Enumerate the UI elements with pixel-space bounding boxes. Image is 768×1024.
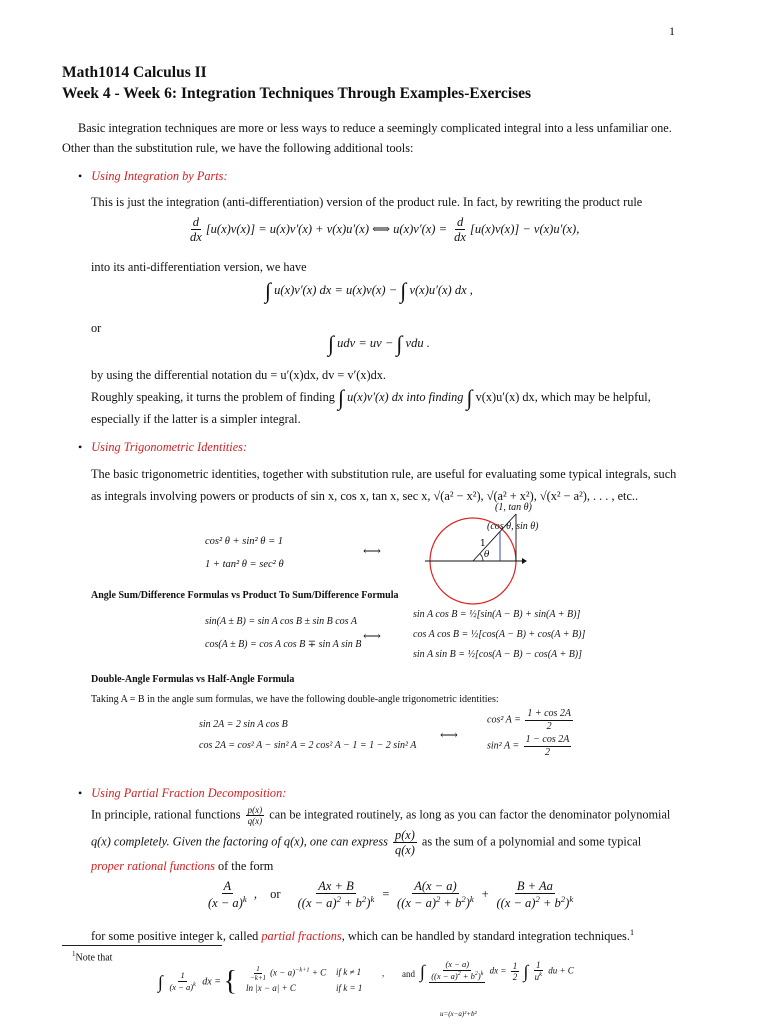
pfd-line-1a: In principle, rational functions [91, 807, 241, 822]
angle-sum-formula-cos: cos(A ± B) = cos A cos B ∓ sin A sin B [205, 639, 362, 650]
footnote-case-1-condition: if k ≠ 1 [336, 967, 362, 977]
parts-line-2: into its anti-differentiation version, we have [91, 260, 307, 274]
half-angle-cos [487, 708, 575, 732]
pythagorean-identity-2: 1 + tan² θ = sec² θ [205, 559, 284, 570]
footnote-comma: , [382, 968, 385, 978]
footnote-case-2-condition: if k = 1 [336, 983, 363, 993]
footnote-intro [72, 950, 112, 963]
partial-fraction-forms: $\frac{A}{(x - a)^k}$ , or $\frac{Ax + B}{((x - a)^2 + b^2)^k}$ = $\frac{A(x - a)}{((x - a)^2 + b^2)^k}$ + $\frac{B + Aa}{((x - a)^2 + b^2)^k}$ [208, 879, 574, 911]
equivalence-arrow: ⟷ [363, 544, 381, 558]
parts-or: or [91, 321, 102, 335]
equivalence-arrow: ⟷ [440, 728, 458, 742]
footnote-case-1: $\frac{1}{-k+1}$ $(x - a)^{-k+1} + C$ [250, 965, 327, 983]
parts-line-4 [91, 387, 651, 409]
half-angle-cos-lhs: cos² A = [487, 714, 521, 726]
pfd-line-4a: for some positive integer k, called [91, 929, 262, 944]
course-title: Math1014 Calculus II [62, 64, 207, 81]
parts-line-4b: u(x)v′(x) dx into finding [347, 389, 464, 404]
theta-label: θ [484, 550, 490, 560]
parts-line-5: especially if the latter is a simpler integral. [91, 412, 301, 426]
pfd-line-2a: q(x) completely. Given the factoring of q(x), one can express [91, 834, 388, 849]
angle-arc [480, 554, 483, 561]
product-to-sum-3: sin A sin B = ½[cos(A − B) − cos(A + B)] [413, 649, 583, 660]
radius-label: 1 [480, 539, 486, 549]
pfd-line-4c: , which can be handled by standard integration techniques. [341, 929, 630, 944]
pfd-or: or [270, 886, 281, 901]
half-angle-sin-lhs: sin² A = [487, 740, 520, 752]
half-angle-sin [487, 734, 573, 758]
pfd-line-4 [91, 924, 634, 944]
bullet-dot: • [78, 169, 83, 183]
bullet-dot: • [78, 440, 83, 454]
bullet-pfd [78, 785, 286, 801]
product-to-sum-2: cos A cos B = ½[cos(A − B) + cos(A + B)] [413, 629, 586, 640]
partial-fractions-term: partial fractions [261, 929, 342, 944]
product-to-sum-1: sin A cos B = ½[sin(A − B) + sin(A + B)] [413, 609, 581, 620]
footnote-text: Note that [75, 952, 113, 964]
footnote-substitution: u=(x−a)²+b² [440, 1010, 477, 1018]
half-angle-sin-den: 2 [545, 746, 551, 758]
unit-circle-diagram [425, 502, 540, 612]
trig-heading: Using Trigonometric Identities: [91, 440, 248, 454]
equivalence-arrow: ⟷ [363, 629, 381, 643]
pfd-line-1b: can be integrated routinely, as long as you can factor the denominator polynomial [269, 807, 671, 822]
parts-line-1: This is just the integration (anti-differentiation) version of the product rule. In fact, by rewriting the product rule [91, 195, 643, 209]
integral-sign: ∫ [337, 385, 344, 410]
pythagorean-identity-1: cos² θ + sin² θ = 1 [205, 536, 284, 547]
pfd-line-3 [91, 858, 273, 874]
footnote-marker: 1 [629, 927, 635, 937]
footnote-integral-2: ∫ $\frac{(x - a)}{((x - a)^2 + b^2)^k}$ dx = $\frac{1}{2}$ ∫ $\frac{1}{u^k}$ du + C [420, 959, 574, 983]
parts-line-3: by using the differential notation du = u′(x)dx, dv = v′(x)dx. [91, 368, 386, 382]
double-angle-heading: Double-Angle Formulas vs Half-Angle Formula [91, 674, 295, 685]
footnote-rule [62, 945, 222, 946]
proper-rational-functions-term: proper rational functions [91, 859, 215, 873]
footnote-mark: 1 [72, 950, 76, 958]
integral-sign: ∫ [466, 385, 473, 410]
pfd-line-3b: of the form [214, 859, 274, 873]
half-angle-cos-num: 1 + cos 2A [527, 708, 572, 719]
bullet-dot: • [78, 786, 83, 800]
pfd-line-2: q(x) completely. Given the factoring of q(x), one can express $\frac{p(x)}{q(x)}$ as the sum of a polynomial and some typical [91, 828, 642, 858]
parts-line-4a: Roughly speaking, it turns the problem of finding [91, 389, 335, 404]
intro-line-2: Other than the substitution rule, we have the following additional tools: [62, 141, 414, 155]
ibp-short-formula: ∫ udv = uv − ∫ vdu . [328, 331, 430, 356]
trig-line-2: as integrals involving powers or products of sin x, cos x, tan x, sec x, √(a² − x²), √(a² + x²), √(x² − a²), . . . , etc.. [91, 489, 639, 503]
angle-sum-heading: Angle Sum/Difference Formulas vs Product To Sum/Difference Formula [91, 590, 399, 601]
page-title: Week 4 - Week 6: Integration Techniques Through Examples-Exercises [62, 85, 532, 102]
pfd-line-1: In principle, rational functions $\frac{p(x)}{q(x)}$ can be integrated routinely, as long as you can factor the denominator polynomial [91, 805, 671, 827]
double-angle-intro: Taking A = B in the angle sum formulas, we have the following double-angle trigonometric identities: [91, 694, 499, 705]
page-number: 1 [669, 24, 675, 38]
parts-line-4c: v(x)u′(x) dx, which may be helpful, [475, 389, 651, 404]
product-rule-equation: $\frac{d}{dx}$ [u(x)v(x)] = u(x)v′(x) + v(x)u′(x) ⟺ u(x)v′(x) = $\frac{d}{dx}$ [u(x)v(x)] − v(x)u′(x), [190, 215, 580, 245]
pfd-heading: Using Partial Fraction Decomposition: [91, 786, 287, 800]
footnote-integral-cases: ∫ $\frac{1}{(x - a)^k}$ dx = { [158, 966, 237, 997]
parts-heading: Using Integration by Parts: [91, 169, 228, 183]
double-angle-cos: cos 2A = cos² A − sin² A = 2 cos² A − 1 = 1 − 2 sin² A [199, 740, 417, 751]
axis-arrow-icon [522, 558, 527, 564]
footnote-case-2: ln |x − a| + C [246, 983, 296, 993]
angle-sum-formula-sin: sin(A ± B) = sin A cos B ± sin B cos A [205, 616, 357, 627]
bullet-parts [78, 168, 228, 184]
half-angle-sin-num: 1 − cos 2A [525, 734, 570, 745]
ibp-formula: ∫ u(x)v′(x) dx = u(x)v(x) − ∫ v(x)u′(x) dx , [265, 278, 473, 303]
bullet-trig [78, 439, 247, 455]
tangent-point-label: (1, tan θ) [495, 502, 532, 513]
cos-sin-point-label: (cos θ, sin θ) [487, 521, 539, 532]
half-angle-cos-den: 2 [546, 720, 552, 732]
double-angle-sin: sin 2A = 2 sin A cos B [199, 719, 288, 730]
intro-line-1: Basic integration techniques are more or less ways to reduce a seemingly complicated integral into a less unfamiliar one. [78, 121, 672, 135]
trig-line-1: The basic trigonometric identities, together with substitution rule, are useful for evaluating some typical integrals, such [91, 467, 677, 481]
pfd-line-2b: as the sum of a polynomial and some typical [421, 834, 642, 849]
footnote-and: and [402, 969, 415, 979]
